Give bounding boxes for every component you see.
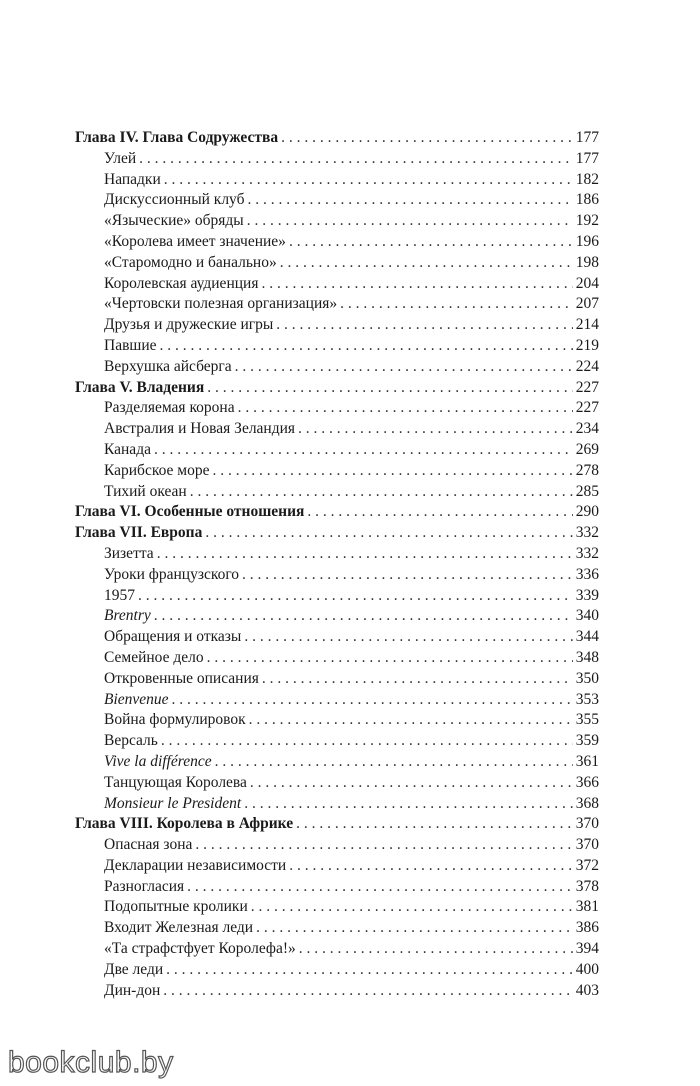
watermark: bookclub.by [8, 1046, 174, 1079]
dot-leader [244, 794, 573, 815]
toc-section-entry [75, 939, 599, 960]
entry-page-number: 332 [575, 524, 599, 542]
entry-title: Дин-дон [104, 981, 161, 999]
entry-page-number: 344 [575, 628, 599, 646]
toc-section-entry [75, 773, 599, 794]
toc-section-entry [75, 253, 599, 274]
dot-leader [205, 523, 572, 544]
dot-leader [195, 835, 572, 856]
toc-section-entry [75, 794, 599, 815]
dot-leader [166, 960, 573, 981]
entry-page-number: 381 [575, 898, 599, 916]
entry-title: Две леди [104, 960, 164, 978]
toc-section-entry [75, 897, 599, 918]
dot-leader [207, 648, 573, 669]
entry-page-number: 348 [575, 648, 599, 666]
entry-title: Зизетта [104, 544, 154, 562]
entry-title: Входит Железная леди [104, 919, 254, 937]
dot-leader [164, 170, 573, 191]
entry-title: Обращения и отказы [104, 628, 242, 646]
toc-section-entry [75, 565, 599, 586]
toc-section-entry [75, 482, 599, 503]
dot-leader [172, 690, 573, 711]
toc-section-entry [75, 752, 599, 773]
entry-title: Декларации независимости [104, 856, 287, 874]
entry-page-number: 386 [575, 919, 599, 937]
toc-section-entry [75, 294, 599, 315]
toc-section-entry [75, 606, 599, 627]
toc-section-entry [75, 398, 599, 419]
entry-title: Vive la différence [104, 752, 212, 770]
table-of-contents [75, 128, 599, 1001]
dot-leader [276, 315, 572, 336]
entry-title: Глава IV. Глава Содружества [75, 129, 279, 146]
dot-leader [247, 190, 572, 211]
entry-page-number: 177 [575, 129, 599, 146]
entry-page-number: 234 [575, 420, 599, 438]
entry-title: Monsieur le President [104, 794, 242, 812]
dot-leader [299, 939, 573, 960]
entry-page-number: 227 [575, 378, 599, 396]
dot-leader [212, 461, 572, 482]
dot-leader [261, 274, 572, 295]
entry-page-number: 370 [575, 815, 599, 833]
entry-page-number: 186 [575, 191, 599, 209]
entry-title: Канада [104, 440, 151, 458]
entry-title: Глава VIII. Королева в Африке [75, 815, 294, 833]
entry-title: Семейное дело [104, 648, 204, 666]
toc-section-entry [75, 544, 599, 565]
entry-page-number: 350 [575, 669, 599, 687]
entry-title: «Чертовски полезная организация» [104, 295, 338, 313]
toc-section-entry [75, 336, 599, 357]
dot-leader [244, 627, 572, 648]
entry-title: Нападки [104, 170, 161, 188]
dot-leader [251, 897, 573, 918]
dot-leader [161, 731, 573, 752]
entry-page-number: 182 [575, 170, 599, 188]
entry-page-number: 177 [575, 149, 599, 167]
entry-title: Дискуссионный клуб [104, 191, 245, 209]
entry-page-number: 227 [575, 399, 599, 417]
dot-leader [242, 565, 573, 586]
toc-section-entry [75, 190, 599, 211]
dot-leader [157, 544, 573, 565]
toc-chapter-entry [75, 502, 599, 523]
entry-page-number: 332 [575, 544, 599, 562]
dot-leader [187, 877, 573, 898]
toc-section-entry [75, 627, 599, 648]
dot-leader [280, 253, 573, 274]
dot-leader [190, 482, 573, 503]
dot-leader [247, 211, 573, 232]
entry-title: Bienvenue [104, 690, 169, 708]
dot-leader [289, 232, 573, 253]
entry-title: Улей [104, 149, 137, 167]
toc-section-entry [75, 856, 599, 877]
dot-leader [238, 398, 573, 419]
toc-section-entry [75, 170, 599, 191]
entry-page-number: 403 [575, 981, 599, 999]
dot-leader [215, 752, 573, 773]
entry-title: Австралия и Новая Зеландия [104, 420, 296, 438]
entry-title: Друзья и дружеские игры [104, 316, 274, 334]
toc-section-entry [75, 877, 599, 898]
dot-leader [139, 149, 573, 170]
entry-page-number: 196 [575, 232, 599, 250]
entry-page-number: 366 [575, 773, 599, 791]
toc-chapter-entry [75, 814, 599, 835]
entry-page-number: 290 [575, 503, 599, 521]
entry-title: Глава VII. Европа [75, 524, 203, 542]
entry-page-number: 192 [575, 212, 599, 230]
entry-page-number: 372 [575, 856, 599, 874]
entry-title: Карибское море [104, 461, 210, 479]
entry-title: Разногласия [104, 877, 185, 895]
dot-leader [154, 606, 573, 627]
toc-section-entry [75, 835, 599, 856]
entry-page-number: 361 [575, 752, 599, 770]
toc-section-entry [75, 690, 599, 711]
entry-page-number: 339 [575, 586, 599, 604]
entry-page-number: 394 [575, 940, 599, 958]
entry-title: Версаль [104, 732, 158, 750]
toc-section-entry [75, 960, 599, 981]
entry-page-number: 204 [575, 274, 599, 292]
entry-page-number: 353 [575, 690, 599, 708]
dot-leader [235, 357, 573, 378]
entry-page-number: 198 [575, 253, 599, 271]
dot-leader [281, 128, 573, 149]
toc-chapter-entry [75, 128, 599, 149]
toc-section-entry [75, 918, 599, 939]
toc-section-entry [75, 149, 599, 170]
entry-title: Верхушка айсберга [104, 357, 232, 375]
entry-page-number: 336 [575, 565, 599, 583]
dot-leader [138, 586, 573, 607]
entry-title: «Старомодно и банально» [104, 253, 277, 271]
entry-title: Разделяемая корона [104, 399, 235, 417]
toc-section-entry [75, 232, 599, 253]
toc-section-entry [75, 419, 599, 440]
dot-leader [250, 773, 573, 794]
toc-section-entry [75, 586, 599, 607]
entry-page-number: 214 [575, 316, 599, 334]
entry-title: Война формулировок [104, 711, 246, 729]
toc-section-entry [75, 731, 599, 752]
dot-leader [256, 918, 573, 939]
entry-title: Королевская аудиенция [104, 274, 259, 292]
entry-title: Уроки французского [104, 565, 240, 583]
entry-title: Танцующая Королева [104, 773, 247, 791]
toc-section-entry [75, 981, 599, 1002]
entry-page-number: 359 [575, 732, 599, 750]
toc-chapter-entry [75, 523, 599, 544]
dot-leader [262, 669, 573, 690]
toc-section-entry [75, 211, 599, 232]
toc-section-entry [75, 648, 599, 669]
toc-section-entry [75, 315, 599, 336]
dot-leader [340, 294, 573, 315]
entry-page-number: 219 [575, 336, 599, 354]
entry-title: Глава V. Владения [75, 378, 205, 396]
dot-leader [249, 710, 573, 731]
entry-title: 1957 [104, 586, 135, 604]
entry-title: «Королева имеет значение» [104, 232, 286, 250]
entry-page-number: 278 [575, 461, 599, 479]
toc-section-entry [75, 669, 599, 690]
entry-page-number: 368 [575, 794, 599, 812]
dot-leader [298, 419, 573, 440]
entry-page-number: 207 [575, 295, 599, 313]
dot-leader [207, 378, 572, 399]
entry-page-number: 269 [575, 440, 599, 458]
dot-leader [160, 336, 573, 357]
entry-title: Подопытные кролики [104, 898, 248, 916]
toc-section-entry [75, 274, 599, 295]
entry-title: Опасная зона [104, 836, 193, 854]
entry-title: Глава VI. Особенные отношения [75, 503, 305, 521]
entry-title: Откровенные описания [104, 669, 259, 687]
entry-page-number: 224 [575, 357, 599, 375]
dot-leader [154, 440, 573, 461]
dot-leader [296, 814, 573, 835]
dot-leader [307, 502, 572, 523]
entry-title: Павшие [104, 336, 157, 354]
entry-page-number: 378 [575, 877, 599, 895]
entry-page-number: 355 [575, 711, 599, 729]
entry-title: «Языческие» обряды [104, 212, 244, 230]
dot-leader [163, 981, 572, 1002]
entry-page-number: 340 [575, 607, 599, 625]
toc-chapter-entry [75, 378, 599, 399]
entry-title: «Та страфстфует Королефа!» [104, 940, 296, 958]
entry-page-number: 400 [575, 960, 599, 978]
dot-leader [289, 856, 573, 877]
toc-section-entry [75, 710, 599, 731]
entry-title: Тихий океан [104, 482, 187, 500]
entry-title: Brentry [104, 607, 151, 625]
entry-page-number: 370 [575, 836, 599, 854]
toc-section-entry [75, 461, 599, 482]
entry-page-number: 285 [575, 482, 599, 500]
toc-section-entry [75, 440, 599, 461]
toc-section-entry [75, 357, 599, 378]
